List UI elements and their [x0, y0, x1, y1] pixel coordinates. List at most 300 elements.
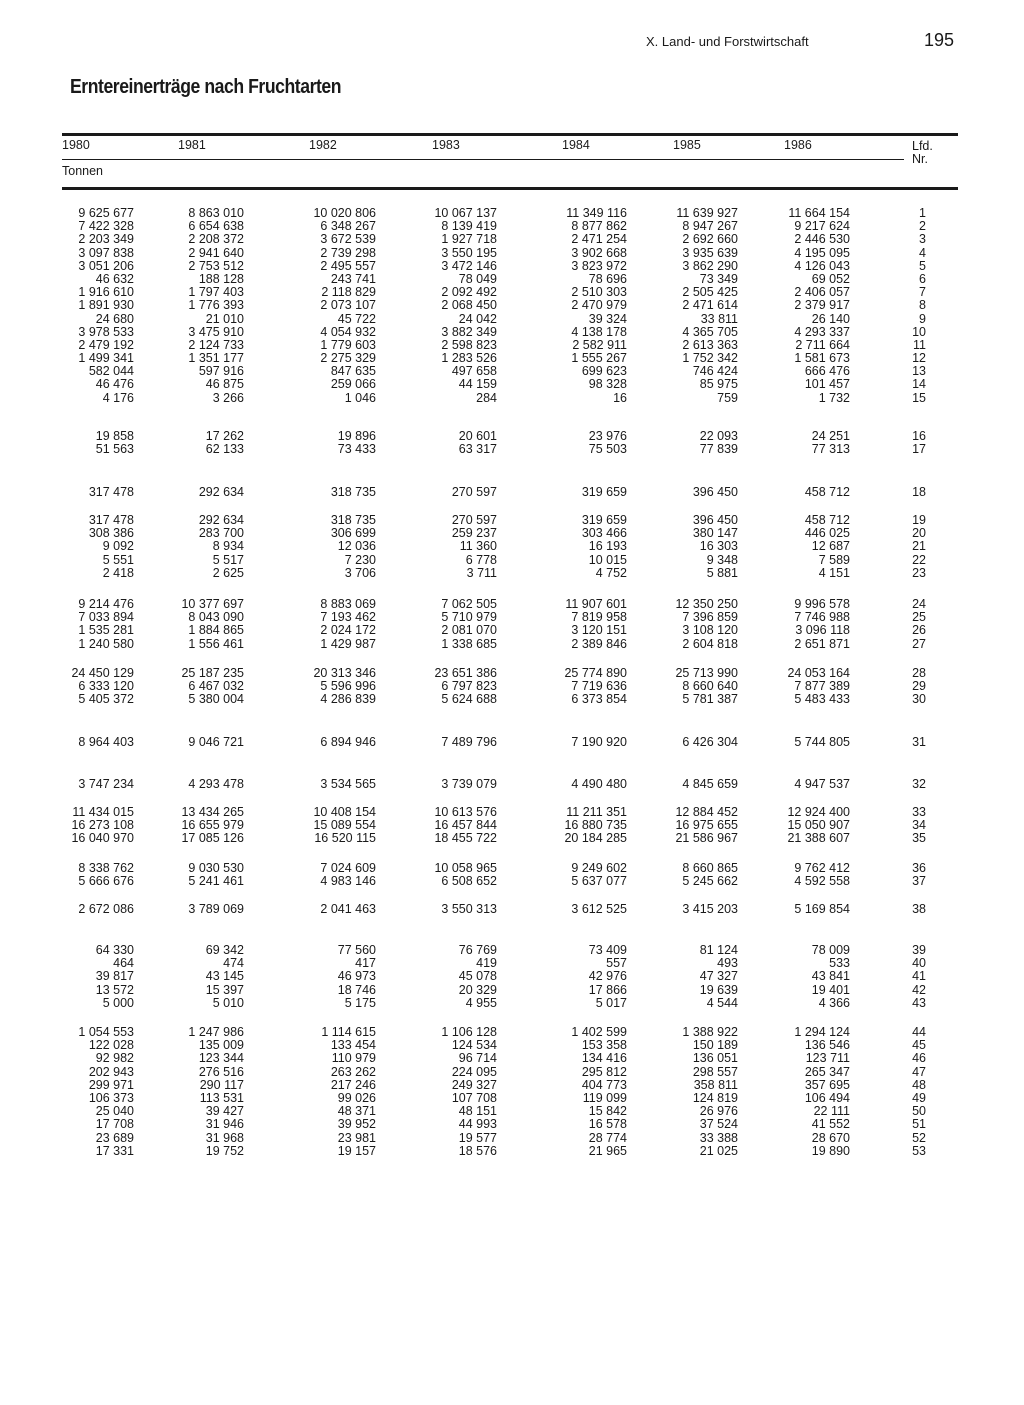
table-cell: 24 053 164: [787, 666, 850, 680]
table-row: [0, 680, 1024, 693]
row-number: 21: [912, 539, 926, 554]
table-row: [0, 944, 1024, 957]
table-row: [0, 957, 1024, 970]
row-group: [0, 667, 1024, 707]
table-cell: 5 245 662: [682, 874, 738, 889]
page-number: 195: [924, 30, 955, 50]
row-group: [0, 1026, 1024, 1158]
table-cell: 6 778: [465, 552, 497, 567]
table-cell: 8 043 090: [188, 610, 244, 625]
lfd-label: Lfd.: [912, 139, 933, 153]
table-cell: 98 328: [588, 377, 627, 392]
unit-label: Tonnen: [62, 164, 104, 178]
table-cell: 41 552: [811, 1117, 850, 1132]
row-group: [0, 903, 1024, 916]
table-cell: 5 637 077: [571, 874, 627, 889]
table-cell: 135 009: [198, 1038, 244, 1053]
table-cell: 4 054 932: [320, 324, 376, 339]
table-cell: 12 350 250: [675, 597, 738, 611]
table-cell: 1 283 526: [441, 351, 497, 366]
table-row: [0, 875, 1024, 888]
table-row: [0, 806, 1024, 819]
table-header-rule: [62, 187, 958, 190]
row-number: 34: [912, 818, 926, 833]
row-number: 38: [912, 902, 926, 916]
table-cell: 1 797 403: [188, 285, 244, 300]
table-cell: 7 746 988: [794, 610, 850, 625]
table-cell: 8 139 419: [441, 219, 497, 234]
table-cell: 299 971: [88, 1077, 134, 1092]
table-cell: 2 505 425: [682, 285, 738, 300]
row-number: 41: [912, 969, 926, 984]
table-cell: 16 880 735: [564, 818, 627, 833]
table-cell: 2 073 107: [320, 298, 376, 313]
table-cell: 6 467 032: [188, 679, 244, 694]
table-cell: 39 427: [205, 1104, 244, 1119]
table-cell: 16 655 979: [181, 818, 244, 833]
row-number: 14: [912, 377, 926, 392]
table-cell: 17 866: [588, 982, 627, 997]
table-cell: 8 964 403: [78, 735, 134, 749]
table-cell: 666 476: [804, 364, 850, 379]
table-cell: 3 711: [466, 565, 497, 580]
row-number: 51: [912, 1117, 926, 1132]
table-cell: 4 286 839: [320, 692, 376, 707]
table-cell: 73 433: [337, 442, 376, 457]
table-cell: 1 779 603: [320, 337, 376, 352]
table-cell: 4 955: [465, 995, 497, 1010]
table-cell: 5 483 433: [794, 692, 850, 707]
table-cell: 3 612 525: [571, 902, 627, 916]
table-cell: 303 466: [581, 526, 627, 541]
table-cell: 16 193: [588, 539, 627, 554]
table-cell: 18 746: [337, 982, 376, 997]
table-row: [0, 1145, 1024, 1158]
table-cell: 3 935 639: [682, 245, 738, 260]
table-cell: 43 145: [205, 969, 244, 984]
table-cell: 10 020 806: [313, 206, 376, 220]
table-cell: 319 659: [581, 485, 627, 499]
table-cell: 124 819: [692, 1090, 738, 1105]
table-cell: 2 024 172: [320, 623, 376, 638]
table-cell: 22 093: [699, 429, 738, 443]
table-cell: 3 475 910: [188, 324, 244, 339]
table-cell: 73 409: [588, 943, 627, 957]
table-cell: 1 916 610: [78, 285, 134, 300]
table-cell: 16 273 108: [71, 818, 134, 833]
table-row: [0, 1066, 1024, 1079]
table-cell: 6 654 638: [188, 219, 244, 234]
table-cell: 10 408 154: [313, 805, 376, 819]
table-cell: 19 639: [699, 982, 738, 997]
table-cell: 5 241 461: [188, 874, 244, 889]
table-row: [0, 903, 1024, 916]
table-cell: 19 896: [337, 429, 376, 443]
row-number: 8: [919, 298, 926, 313]
row-number: 27: [912, 636, 926, 651]
table-cell: 699 623: [581, 364, 627, 379]
table-cell: 3 550 313: [441, 902, 497, 916]
year-header-1983: 1983: [432, 138, 460, 152]
table-row: [0, 1092, 1024, 1105]
table-cell: 7 422 328: [78, 219, 134, 234]
year-header-1985: 1985: [673, 138, 701, 152]
row-number: 11: [913, 337, 926, 352]
row-group: [0, 778, 1024, 791]
table-row: [0, 326, 1024, 339]
table-cell: 5 380 004: [188, 692, 244, 707]
table-row: [0, 233, 1024, 246]
table-cell: 1 732: [818, 390, 850, 405]
row-number: 22: [912, 552, 926, 567]
table-cell: 4 151: [818, 565, 850, 580]
table-row: [0, 514, 1024, 527]
table-cell: 3 266: [212, 390, 244, 405]
table-cell: 2 941 640: [188, 245, 244, 260]
table-cell: 319 659: [581, 513, 627, 527]
table-cell: 8 863 010: [188, 206, 244, 220]
table-cell: 18 455 722: [434, 831, 497, 846]
table-cell: 25 187 235: [181, 666, 244, 680]
table-row: [0, 1118, 1024, 1131]
row-number: 3: [919, 232, 926, 247]
table-cell: 133 454: [330, 1038, 376, 1053]
year-header-1984: 1984: [562, 138, 590, 152]
table-cell: 3 902 668: [571, 245, 627, 260]
table-cell: 134 416: [581, 1051, 627, 1066]
table-cell: 12 687: [811, 539, 850, 554]
year-header-1982: 1982: [309, 138, 337, 152]
table-cell: 99 026: [337, 1090, 376, 1105]
table-cell: 2 446 530: [794, 232, 850, 247]
table-cell: 48 371: [337, 1104, 376, 1119]
table-cell: 110 979: [331, 1051, 376, 1066]
table-cell: 493: [717, 956, 738, 971]
table-row: [0, 299, 1024, 312]
table-row: [0, 832, 1024, 845]
table-cell: 759: [717, 390, 738, 405]
table-cell: 15 842: [588, 1104, 627, 1119]
table-cell: 19 752: [205, 1143, 244, 1158]
table-cell: 2 124 733: [188, 337, 244, 352]
table-cell: 153 358: [581, 1038, 627, 1053]
row-number: 45: [912, 1038, 926, 1053]
table-cell: 2 582 911: [572, 337, 627, 352]
row-number: 12: [912, 351, 926, 366]
table-cell: 6 894 946: [320, 735, 376, 749]
table-cell: 2 479 192: [78, 337, 134, 352]
table-cell: 3 415 203: [682, 902, 738, 916]
table-cell: 11 434 015: [72, 805, 134, 819]
table-cell: 2 510 303: [571, 285, 627, 300]
row-number: 6: [919, 271, 926, 286]
table-cell: 298 557: [692, 1064, 738, 1079]
table-cell: 8 877 862: [571, 219, 627, 234]
table-cell: 6 333 120: [78, 679, 134, 694]
table-cell: 1 294 124: [794, 1025, 850, 1039]
table-cell: 25 774 890: [564, 666, 627, 680]
table-row: [0, 567, 1024, 580]
table-cell: 39 324: [588, 311, 627, 326]
table-cell: 497 658: [451, 364, 497, 379]
table-cell: 7 819 958: [571, 610, 627, 625]
table-cell: 2 092 492: [441, 285, 497, 300]
table-cell: 8 947 267: [682, 219, 738, 234]
row-number: 18: [912, 485, 926, 499]
table-cell: 7 062 505: [441, 597, 497, 611]
table-row: [0, 1039, 1024, 1052]
table-cell: 1 247 986: [188, 1025, 244, 1039]
table-cell: 33 811: [700, 311, 738, 326]
table-cell: 3 823 972: [571, 258, 627, 273]
row-number: 36: [912, 861, 926, 875]
table-cell: 317 478: [88, 485, 134, 499]
row-number: 1: [919, 206, 926, 220]
table-cell: 16: [613, 390, 627, 405]
table-cell: 358 811: [693, 1077, 738, 1092]
table-row: [0, 486, 1024, 499]
table-cell: 47 327: [699, 969, 738, 984]
table-cell: 2 613 363: [682, 337, 738, 352]
table-cell: 17 085 126: [181, 831, 244, 846]
table-cell: 23 976: [588, 429, 627, 443]
table-cell: 136 546: [804, 1038, 850, 1053]
table-cell: 106 494: [804, 1090, 850, 1105]
table-cell: 44 159: [458, 377, 497, 392]
table-cell: 25 040: [95, 1104, 134, 1119]
row-group: [0, 736, 1024, 749]
table-cell: 73 349: [699, 271, 738, 286]
table-row: [0, 984, 1024, 997]
header-divider: [62, 159, 904, 160]
table-cell: 263 262: [330, 1064, 376, 1079]
table-row: [0, 392, 1024, 405]
table-cell: 1 402 599: [571, 1025, 627, 1039]
table-cell: 75 503: [588, 442, 627, 457]
table-cell: 306 699: [330, 526, 376, 541]
table-cell: 4 544: [706, 995, 738, 1010]
table-cell: 6 348 267: [320, 219, 376, 234]
table-row: [0, 638, 1024, 651]
row-number: 17: [912, 442, 926, 457]
table-cell: 3 472 146: [441, 258, 497, 273]
table-cell: 63 317: [458, 442, 497, 457]
row-number: 44: [912, 1025, 926, 1039]
year-header-1980: 1980: [62, 138, 90, 152]
table-cell: 4 366: [818, 995, 850, 1010]
row-number: 30: [912, 692, 926, 707]
table-cell: 317 478: [88, 513, 134, 527]
table-cell: 2 651 871: [794, 636, 850, 651]
table-cell: 20 329: [458, 982, 497, 997]
table-cell: 2 389 846: [571, 636, 627, 651]
nr-label: Nr.: [912, 152, 928, 166]
table-row: [0, 365, 1024, 378]
table-top-rule: [62, 133, 958, 136]
table-cell: 20 601: [458, 429, 497, 443]
table-cell: 224 095: [451, 1064, 497, 1079]
table-cell: 1 776 393: [188, 298, 244, 313]
table-cell: 46 632: [95, 271, 134, 286]
table-row: [0, 624, 1024, 637]
table-cell: 270 597: [451, 513, 497, 527]
table-cell: 4 983 146: [320, 874, 376, 889]
table-cell: 8 883 069: [320, 597, 376, 611]
row-group: [0, 944, 1024, 1010]
table-cell: 78 049: [458, 271, 497, 286]
table-cell: 3 789 069: [188, 902, 244, 916]
table-cell: 7 230: [344, 552, 376, 567]
table-cell: 11 349 116: [566, 206, 627, 220]
row-number: 10: [912, 324, 926, 339]
row-group: [0, 598, 1024, 651]
table-cell: 11 664 154: [788, 206, 850, 220]
table-row: [0, 207, 1024, 220]
table-cell: 292 634: [198, 485, 244, 499]
table-cell: 2 470 979: [571, 298, 627, 313]
table-cell: 69 342: [205, 943, 244, 957]
table-cell: 22 111: [813, 1104, 850, 1119]
table-cell: 10 377 697: [181, 597, 244, 611]
table-cell: 4 176: [102, 390, 134, 405]
table-cell: 292 634: [198, 513, 244, 527]
table-cell: 33 388: [699, 1130, 738, 1145]
table-cell: 3 097 838: [78, 245, 134, 260]
table-cell: 533: [829, 956, 850, 971]
table-cell: 5 624 688: [441, 692, 497, 707]
table-row: [0, 527, 1024, 540]
table-cell: 3 747 234: [78, 777, 134, 791]
table-cell: 43 841: [811, 969, 850, 984]
table-cell: 12 924 400: [787, 805, 850, 819]
table-cell: 3 978 533: [78, 324, 134, 339]
table-cell: 11 639 927: [676, 206, 738, 220]
table-row: [0, 540, 1024, 553]
table-cell: 10 613 576: [434, 805, 497, 819]
table-cell: 1 240 580: [78, 636, 134, 651]
row-number: 32: [912, 777, 926, 791]
row-number: 13: [912, 364, 926, 379]
table-cell: 7 396 859: [682, 610, 738, 625]
table-cell: 202 943: [88, 1064, 134, 1079]
row-number: 31: [912, 735, 926, 749]
table-cell: 77 313: [811, 442, 850, 457]
table-row: [0, 247, 1024, 260]
table-cell: 81 124: [699, 943, 738, 957]
table-cell: 295 812: [581, 1064, 627, 1079]
table-cell: 9 625 677: [78, 206, 134, 220]
table-cell: 4 126 043: [794, 258, 850, 273]
table-row: [0, 736, 1024, 749]
table-cell: 13 572: [95, 982, 134, 997]
year-header-1986: 1986: [784, 138, 812, 152]
table-cell: 7 190 920: [571, 735, 627, 749]
table-cell: 5 881: [706, 565, 738, 580]
table-row: [0, 339, 1024, 352]
row-number: 37: [912, 874, 926, 889]
table-cell: 136 051: [692, 1051, 738, 1066]
table-cell: 243 741: [330, 271, 376, 286]
table-cell: 1 046: [344, 390, 376, 405]
row-number: 33: [912, 805, 926, 819]
table-cell: 11 360: [459, 539, 497, 554]
table-cell: 9 348: [706, 552, 738, 567]
table-cell: 3 534 565: [320, 777, 376, 791]
table-row: [0, 778, 1024, 791]
table-row: [0, 1052, 1024, 1065]
table-row: [0, 970, 1024, 983]
table-cell: 20 184 285: [564, 831, 627, 846]
table-cell: 458 712: [804, 485, 850, 499]
row-number: 4: [919, 245, 926, 260]
table-cell: 119 099: [582, 1090, 627, 1105]
table-cell: 106 373: [88, 1090, 134, 1105]
table-cell: 21 965: [588, 1143, 627, 1158]
row-number: 47: [912, 1064, 926, 1079]
table-cell: 51 563: [95, 442, 134, 457]
table-cell: 10 067 137: [434, 206, 497, 220]
row-number: 52: [912, 1130, 926, 1145]
table-cell: 3 108 120: [682, 623, 738, 638]
table-cell: 6 373 854: [571, 692, 627, 707]
table-cell: 19 401: [811, 982, 850, 997]
table-cell: 2 672 086: [78, 902, 134, 916]
table-cell: 404 773: [581, 1077, 627, 1092]
table-cell: 3 672 539: [320, 232, 376, 247]
table-cell: 21 586 967: [675, 831, 738, 846]
table-cell: 276 516: [198, 1064, 244, 1079]
table-cell: 4 845 659: [682, 777, 738, 791]
table-cell: 2 692 660: [682, 232, 738, 247]
table-cell: 2 203 349: [78, 232, 134, 247]
table-cell: 9 046 721: [188, 735, 244, 749]
table-cell: 19 890: [811, 1143, 850, 1158]
table-cell: 7 589: [818, 552, 850, 567]
table-cell: 283 700: [198, 526, 244, 541]
table-cell: 464: [113, 956, 134, 971]
row-number: 46: [912, 1051, 926, 1066]
table-cell: 5 175: [344, 995, 376, 1010]
table-cell: 3 550 195: [441, 245, 497, 260]
table-row: [0, 693, 1024, 706]
row-number: 35: [912, 831, 926, 846]
table-cell: 48 151: [458, 1104, 497, 1119]
row-number: 20: [912, 526, 926, 541]
table-cell: 188 128: [198, 271, 244, 286]
table-cell: 19 577: [458, 1130, 497, 1145]
table-cell: 46 476: [95, 377, 134, 392]
row-number: 49: [912, 1090, 926, 1105]
table-cell: 3 739 079: [441, 777, 497, 791]
table-cell: 7 719 636: [571, 679, 627, 694]
table-cell: 107 708: [451, 1090, 497, 1105]
table-cell: 2 604 818: [682, 636, 738, 651]
section-heading: X. Land- und Forstwirtschaft: [646, 34, 809, 49]
table-cell: 8 934: [212, 539, 244, 554]
lfd-nr-header: [912, 140, 933, 166]
table-cell: 24 450 129: [71, 666, 134, 680]
table-cell: 46 875: [205, 377, 244, 392]
table-cell: 582 044: [88, 364, 134, 379]
table-cell: 1 752 342: [682, 351, 738, 366]
row-number: 48: [912, 1077, 926, 1092]
table-cell: 13 434 265: [181, 805, 244, 819]
table-cell: 25 713 990: [675, 666, 738, 680]
table-cell: 1 535 281: [78, 623, 134, 638]
table-row: [0, 1105, 1024, 1118]
table-cell: 2 598 823: [441, 337, 497, 352]
table-cell: 31 946: [205, 1117, 244, 1132]
